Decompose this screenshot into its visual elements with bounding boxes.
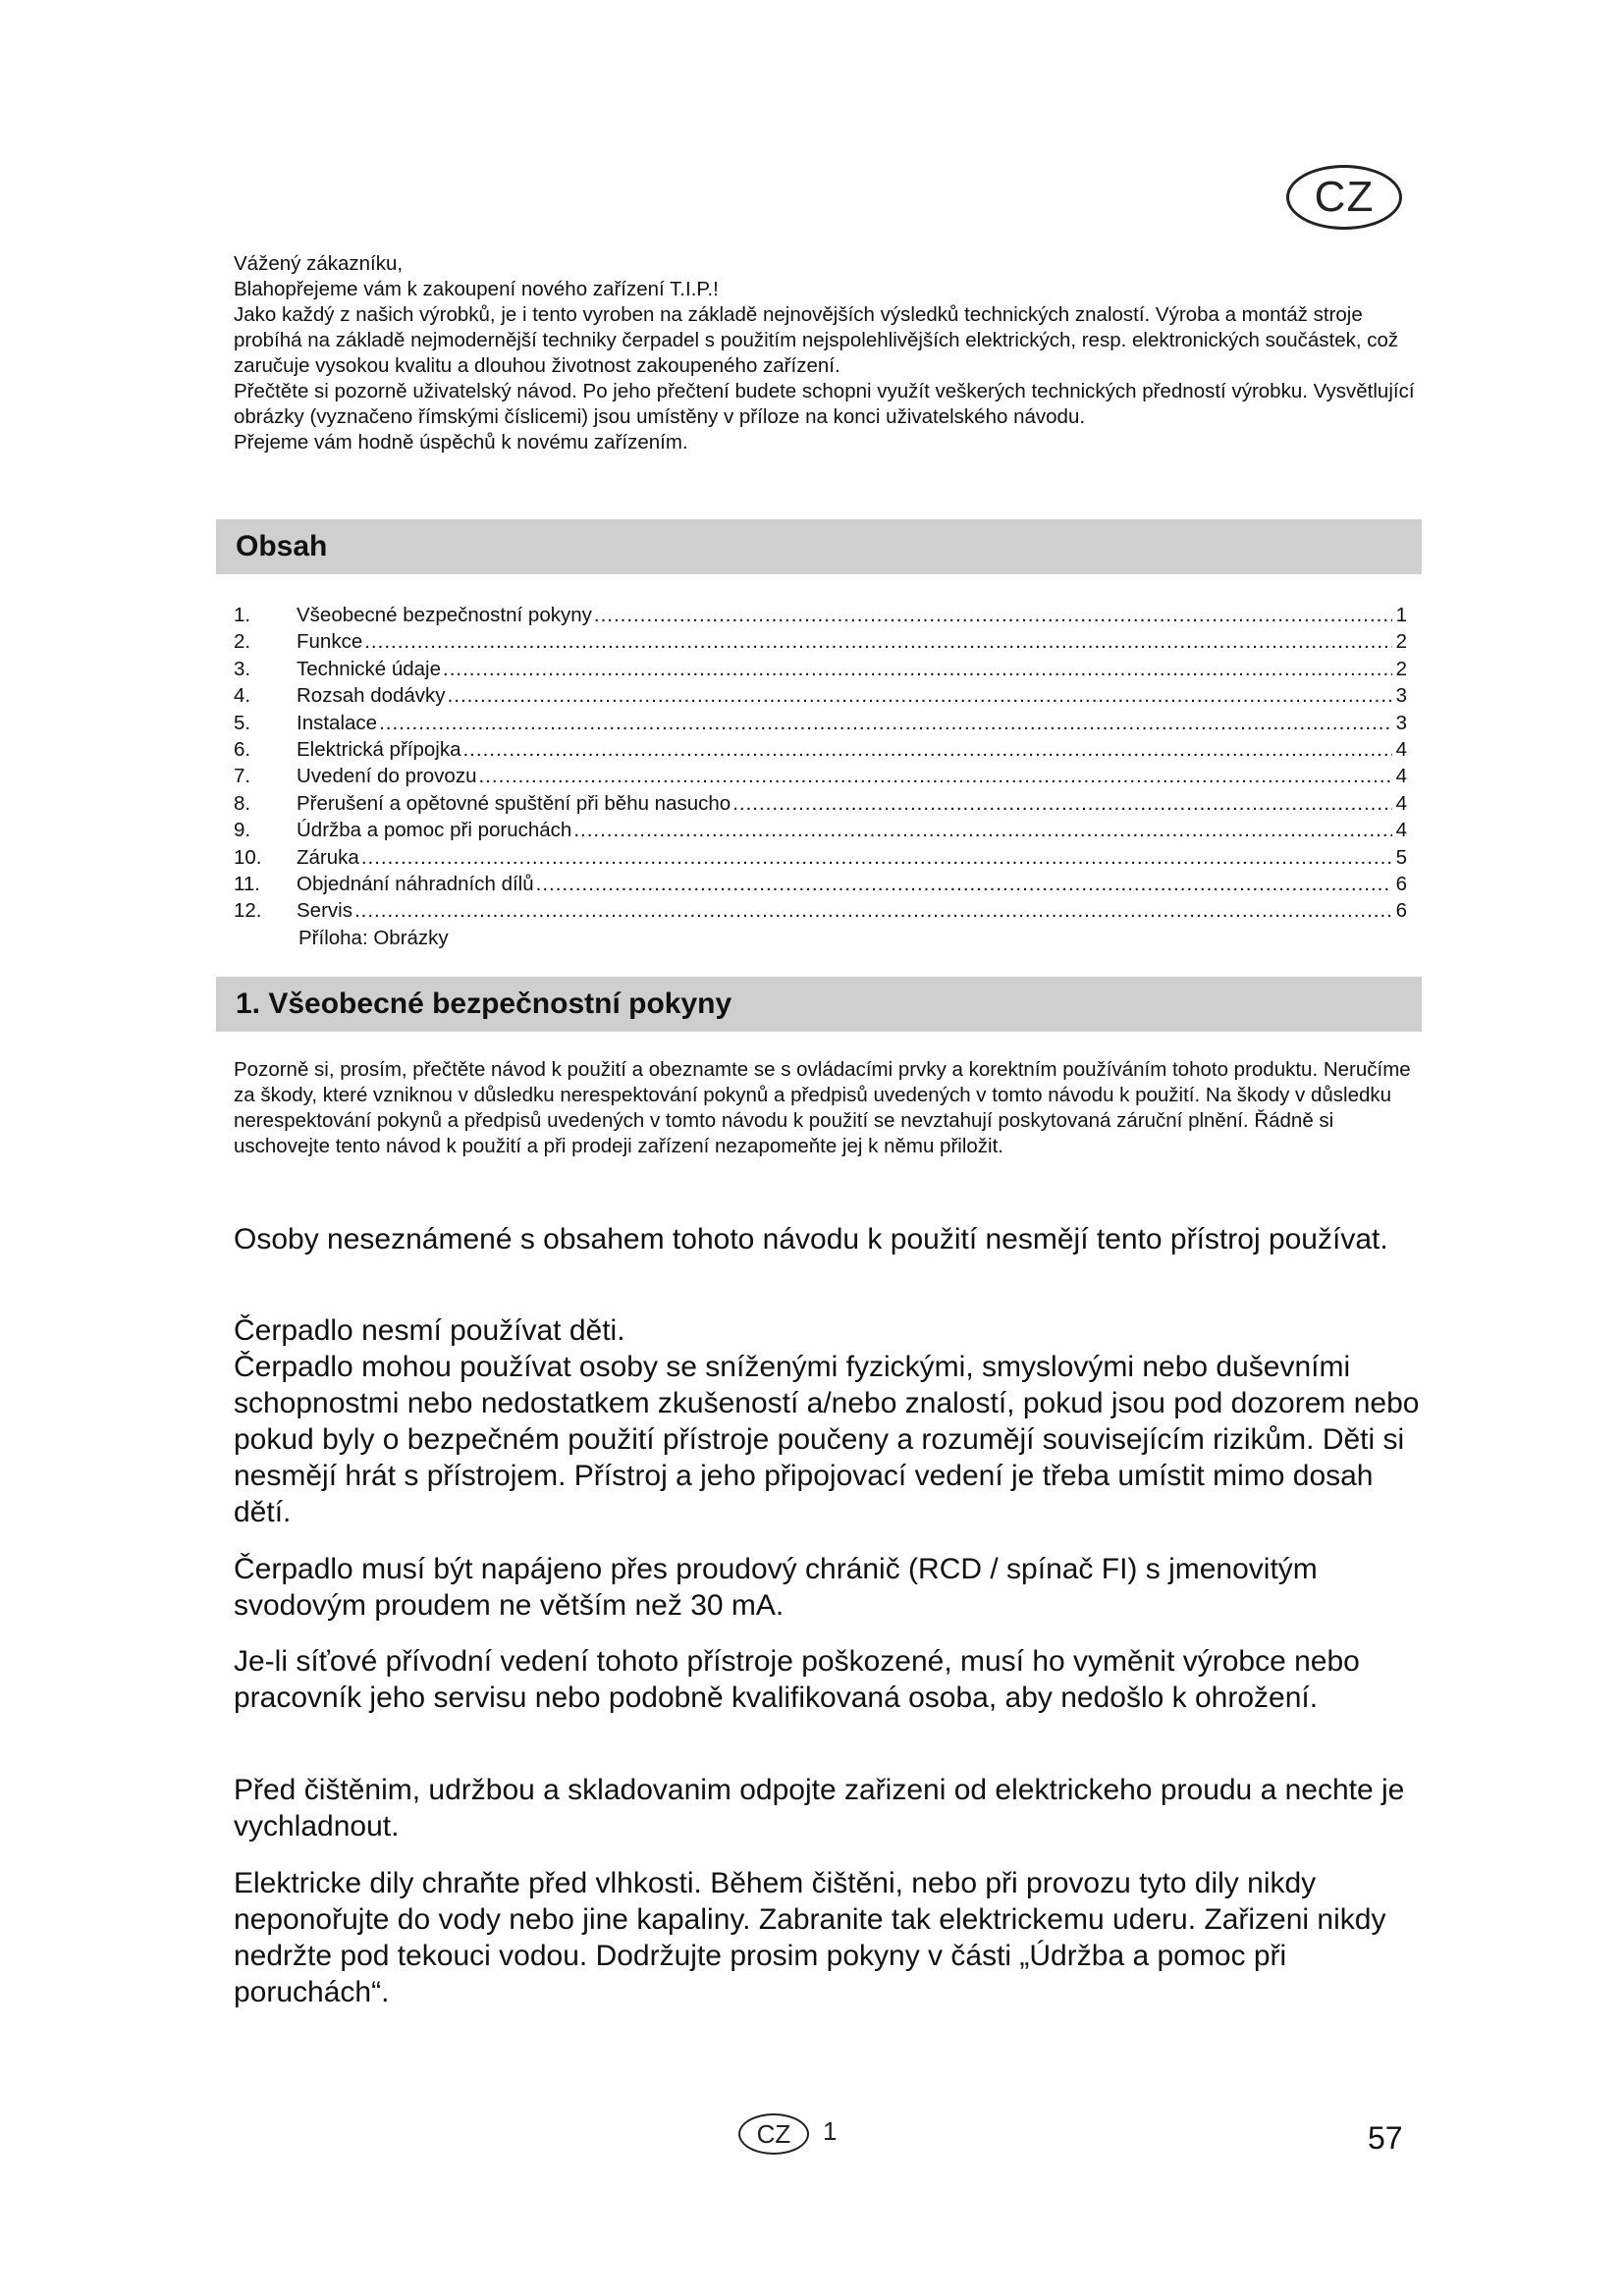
toc-page: 1: [1395, 604, 1407, 626]
toc-number: 12.: [234, 899, 262, 923]
toc-item[interactable]: [234, 817, 1407, 843]
toc-item[interactable]: [234, 628, 1407, 655]
section-1-heading: 1. Všeobecné bezpečnostní pokyny: [216, 977, 1422, 1032]
toc-title: Servis: [297, 899, 352, 923]
toc-number: 3.: [234, 657, 251, 680]
toc-number: 10.: [234, 845, 262, 869]
toc-leader: [732, 790, 1391, 817]
toc-leader: [478, 763, 1391, 789]
toc-page: 5: [1395, 845, 1407, 869]
toc-title: Všeobecné bezpečnostní pokyny: [297, 604, 592, 626]
toc-number: 9.: [234, 819, 251, 842]
toc-leader: [462, 736, 1391, 763]
toc-title: Uvedení do provozu: [297, 765, 477, 788]
toc-leader: [448, 682, 1392, 709]
toc-item[interactable]: [234, 844, 1407, 871]
toc-leader: [354, 897, 1392, 924]
toc-page: 4: [1395, 765, 1407, 788]
toc-page: 6: [1395, 873, 1407, 896]
intro-line: Přečtěte si pozorně uživatelský návod. Po jeho přečtení budete schopni využít veškerých technických předností výrobku. Vysvětlující obrázky (vyznačeno římskými číslicemi) jsou umístěny v příloze na konci uživatelského návodu.: [234, 380, 1415, 428]
toc-leader: [379, 710, 1392, 736]
toc-title: Elektrická přípojka: [297, 738, 461, 762]
toc-item[interactable]: [234, 682, 1407, 709]
toc-leader: [573, 817, 1391, 843]
toc-page: 2: [1395, 630, 1407, 654]
toc-leader: [361, 844, 1392, 871]
toc-item[interactable]: [234, 710, 1407, 736]
toc-title: Údržba a pomoc při poruchách: [297, 819, 572, 842]
toc-item[interactable]: [234, 736, 1407, 763]
safety-text: Čerpadlo mohou používat osoby se sníženými fyzickými, smyslovými nebo duševními schopnostmi nebo nedostatkem zkušeností a/nebo znalostí, pokud jsou pod dozorem nebo pokud byly o bezpečném použití přístroje poučeny a rozumějí souvisejícím rizikům. Děti si nesmějí hrát s přístrojem. Přístroj a jeho připojovací vedení je třeba umístit mimo dosah dětí.: [234, 1351, 1420, 1528]
intro-line: Blahopřejeme vám k zakoupení nového zařízení T.I.P.!: [234, 278, 719, 300]
footer-section-page: 1: [823, 2116, 838, 2146]
toc-number: 1.: [234, 604, 251, 626]
toc-number: 7.: [234, 765, 251, 788]
toc-title: Instalace: [297, 711, 378, 734]
safety-text: Je-li síťové přívodní vedení tohoto přístroje poškozené, musí ho vyměnit výrobce nebo pracovník jeho servisu nebo podobně kvalifikovaná osoba, aby nedošlo k ohrožení.: [234, 1645, 1360, 1714]
toc-number: 4.: [234, 684, 251, 708]
safety-text: Elektricke dily chraňte před vlhkosti. Během čištěni, nebo při provozu tyto dily nikdy neponořujte do vody nebo jine kapaliny. Zabranite tak elektrickemu uderu. Zařizeni nikdy nedržte pod tekouci vodou. Dodržujte prosim pokyny v části „Údržba a pomoc při poruchách“.: [234, 1867, 1386, 2008]
safety-text: Čerpadlo nesmí používat děti.: [234, 1314, 625, 1347]
toc-item[interactable]: [234, 602, 1407, 628]
safety-paragraph-2: [234, 1312, 1424, 1530]
intro-line: Přejeme vám hodně úspěchů k novému zařízením.: [234, 431, 688, 454]
intro-line: Jako každý z našich výrobků, je i tento vyroben na základě nejnovějších výsledků technických znalostí. Výroba a montáž stroje probíhá na základě nejmodernější techniky čerpadel s použitím nejspolehlivějších elektrických, resp. elektronických součástek, což zaručuje vysokou kvalitu a dlouhou životnost zakoupeného zařízení.: [234, 303, 1399, 377]
toc-number: 8.: [234, 791, 251, 815]
toc-item[interactable]: [234, 763, 1407, 789]
intro-line: Vážený zákazníku,: [234, 252, 404, 275]
toc-page: 2: [1395, 657, 1407, 680]
intro-text: [234, 251, 1422, 455]
safety-text: Osoby neseznámené s obsahem tohoto návodu k použití nesmějí tento přístroj používat.: [234, 1223, 1388, 1255]
toc-number: 6.: [234, 738, 251, 762]
toc-leader: [594, 602, 1392, 628]
toc-heading: Obsah: [216, 519, 1422, 574]
page-number: 57: [1368, 2120, 1403, 2156]
toc-item[interactable]: [234, 656, 1407, 682]
toc-title: Objednání náhradních dílů: [297, 873, 534, 896]
toc-page: 3: [1395, 684, 1407, 708]
toc-page: 4: [1395, 738, 1407, 762]
safety-text: Čerpadlo musí být napájeno přes proudový chránič (RCD / spínač FI) s jmenovitým svodovým proudem ne větším než 30 mA.: [234, 1553, 1318, 1622]
toc-item[interactable]: [234, 871, 1407, 897]
toc-title: Technické údaje: [297, 657, 442, 680]
toc-number: 2.: [234, 630, 251, 654]
toc-title: Přerušení a opětovné spuštění při běhu nasucho: [297, 791, 731, 815]
toc-item[interactable]: [234, 897, 1407, 924]
toc-page: 6: [1395, 899, 1407, 923]
safety-paragraph-4: [234, 1643, 1424, 1716]
toc-number: 11.: [234, 873, 260, 896]
toc-page: 3: [1395, 711, 1407, 734]
footer-country-badge: CZ: [738, 2113, 809, 2155]
toc-leader: [536, 871, 1392, 897]
toc-page: 4: [1395, 819, 1407, 842]
toc-page: 4: [1395, 791, 1407, 815]
toc-title: Rozsah dodávky: [297, 684, 446, 708]
toc-title: Záruka: [297, 845, 359, 869]
section-1-intro-text: Pozorně si, prosím, přečtěte návod k použití a obeznamte se s ovládacími prvky a korektním používáním tohoto produktu. Neručíme za škody, které vzniknou v důsledku nerespektování pokynů a předpisů uvedených v tomto návodu k použití. Na škody v důsledku nerespektování pokynů a předpisů uvedených v tomto návodu k použití se nevztahují poskytovaná záruční plnění. Řádně si uschovejte tento návod k použití a při prodeji zařízení nezapomeňte jej k němu přiložit.: [234, 1058, 1411, 1157]
toc-appendix: Příloha: Obrázky: [298, 926, 449, 949]
safety-paragraph-1: [234, 1221, 1424, 1257]
safety-text: Před čištěnim, udržbou a skladovanim odpojte zařizeni od elektrickeho proudu a nechte je vychladnout.: [234, 1774, 1405, 1842]
country-badge: CZ: [1286, 165, 1402, 230]
safety-paragraph-3: [234, 1551, 1424, 1624]
safety-paragraph-5: [234, 1772, 1424, 1844]
table-of-contents: [234, 602, 1407, 951]
section-1-intro: [234, 1057, 1424, 1159]
toc-title: Funkce: [297, 630, 363, 654]
toc-leader: [364, 628, 1391, 655]
toc-leader: [443, 656, 1392, 682]
toc-number: 5.: [234, 711, 251, 734]
safety-paragraph-6: [234, 1865, 1424, 2010]
toc-item[interactable]: [234, 790, 1407, 817]
